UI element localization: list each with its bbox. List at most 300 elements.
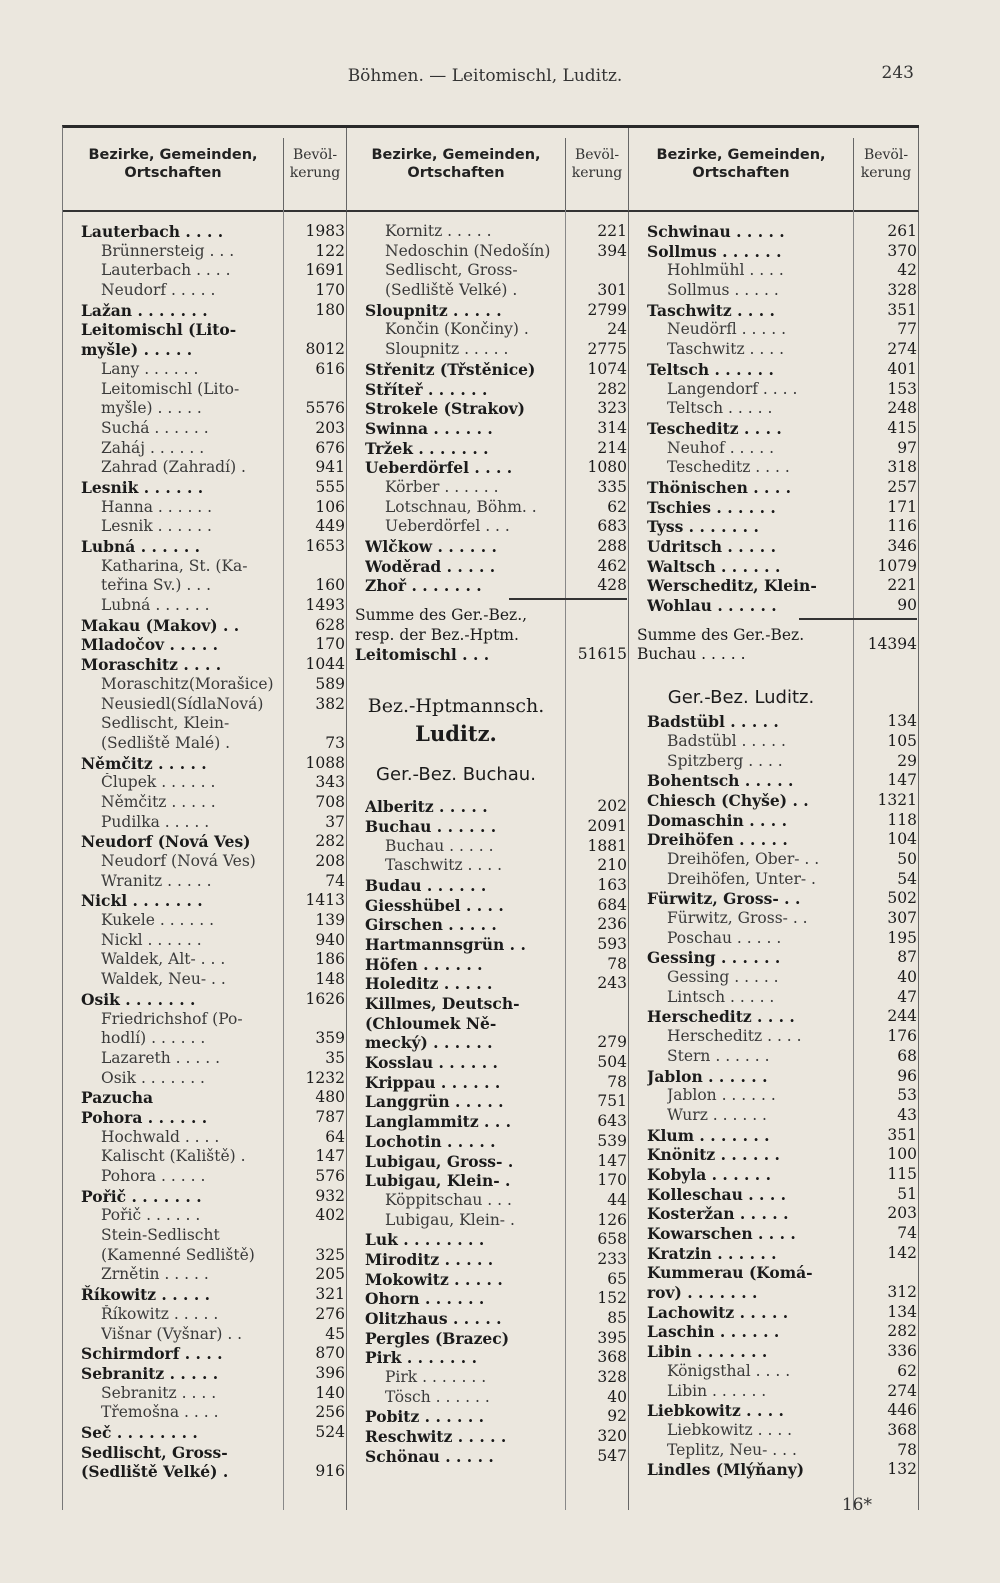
table-row — [347, 1014, 628, 1034]
population-value: 257 — [887, 477, 917, 496]
locality-name: Tösch . . . . . . — [385, 1387, 490, 1406]
table-row — [63, 1344, 346, 1364]
population-value: 78 — [607, 1072, 627, 1091]
population-value: 171 — [887, 497, 917, 516]
population-value: 202 — [597, 797, 627, 816]
municipality-name: Krippau . . . . . . — [365, 1072, 501, 1092]
municipality-name: Domaschin . . . . — [647, 810, 787, 830]
locality-name: Sloupnitz . . . . . — [385, 340, 509, 359]
population-value: 539 — [597, 1131, 627, 1150]
table-row — [629, 1145, 918, 1165]
population-value: 77 — [897, 320, 917, 339]
locality-name: Königsthal . . . . — [667, 1361, 791, 1380]
table-row — [347, 1053, 628, 1073]
municipality-name: Gessing . . . . . . — [647, 948, 781, 968]
table-row — [63, 990, 346, 1010]
table-row — [629, 929, 918, 949]
table-row — [629, 537, 918, 557]
table-row — [347, 1447, 628, 1467]
population-value: 396 — [315, 1363, 345, 1382]
municipality-name: Sedlischt, Gross- — [81, 1442, 228, 1462]
table-row — [63, 1325, 346, 1345]
table-row — [63, 714, 346, 734]
municipality-name: Holeditz . . . . . — [365, 974, 493, 994]
locality-name: teřina Sv.) . . . — [101, 576, 211, 595]
municipality-name: (Sedliště Velké) . — [81, 1462, 229, 1482]
locality-name: (Sedliště Velké) . — [385, 281, 518, 300]
table-row — [63, 1069, 346, 1089]
population-value: 870 — [315, 1344, 345, 1363]
locality-name: Neudorf (Nová Ves) — [101, 852, 256, 870]
table-row — [347, 1211, 628, 1231]
table-row — [347, 1348, 628, 1368]
locality-name: (Sedliště Malé) . — [101, 733, 231, 752]
table-row — [347, 439, 628, 459]
population-value: 402 — [315, 1206, 345, 1225]
population-value: 170 — [315, 635, 345, 654]
table-row — [347, 955, 628, 975]
locality-name: Člupek . . . . . . — [101, 773, 216, 792]
population-value: 351 — [887, 1125, 917, 1144]
table-row — [63, 517, 346, 537]
summary-line: Buchau . . . . . — [637, 645, 746, 664]
population-value: 35 — [325, 1048, 345, 1067]
table-row — [63, 222, 346, 242]
municipality-name: mecký) . . . . . . — [365, 1033, 493, 1053]
locality-name: Teltsch . . . . . — [667, 399, 773, 418]
locality-name: Neuhof . . . . . — [667, 438, 775, 457]
population-value: 68 — [897, 1046, 917, 1065]
locality-name: Lubná . . . . . . — [101, 596, 210, 615]
municipality-name: Zhoř . . . . . . . — [365, 576, 482, 596]
sum-rule — [509, 598, 627, 600]
locality-name: Fürwitz, Gross- . . — [667, 909, 808, 928]
municipality-name: Swinna . . . . . . — [365, 418, 493, 438]
municipality-name: Thönischen . . . . — [647, 477, 792, 497]
population-value: 74 — [325, 871, 345, 890]
table-row — [63, 537, 346, 557]
population-value: 140 — [315, 1383, 345, 1402]
table-row — [629, 1382, 918, 1402]
municipality-name: Pirk . . . . . . . — [365, 1348, 477, 1368]
locality-name: Pirk . . . . . . . — [385, 1368, 487, 1387]
municipality-name: Němčitz . . . . . — [81, 753, 207, 773]
table-row — [629, 1421, 918, 1441]
table-row — [629, 261, 918, 281]
population-value: 370 — [887, 241, 917, 260]
population-value: 343 — [315, 773, 345, 792]
population-value: 2799 — [587, 300, 627, 319]
municipality-name: Moraschitz . . . . — [81, 655, 222, 675]
municipality-name: Pergles (Brazec) — [365, 1328, 510, 1348]
table-row — [63, 1049, 346, 1069]
table-row — [347, 380, 628, 400]
table-row — [629, 478, 918, 498]
table-row — [629, 1322, 918, 1342]
name-column-header: Bezirke, Gemeinden, Ortschaften — [88, 147, 258, 181]
table-row — [63, 439, 346, 459]
district-summary — [347, 606, 628, 665]
table-row — [347, 340, 628, 360]
population-value: 96 — [897, 1066, 917, 1085]
district-summary — [629, 626, 918, 665]
table-row — [347, 974, 628, 994]
population-value: 87 — [897, 948, 917, 967]
table-row — [629, 340, 918, 360]
table-row — [63, 675, 346, 695]
table-row — [63, 1128, 346, 1148]
locality-name: Osik . . . . . . . — [101, 1068, 205, 1087]
table-row — [63, 970, 346, 990]
summary-total: 14394 — [867, 635, 917, 654]
column-divider — [565, 138, 566, 210]
population-value: 40 — [607, 1387, 627, 1406]
table-row — [63, 419, 346, 439]
population-value: 236 — [597, 915, 627, 934]
locality-name: Němčitz . . . . . — [101, 792, 216, 811]
population-value: 8012 — [305, 340, 345, 359]
locality-name: Buchau . . . . . — [385, 836, 494, 855]
population-value: 274 — [887, 1381, 917, 1400]
locality-name: Nedoschin (Nedošín) — [385, 241, 551, 260]
table-row — [347, 1132, 628, 1152]
population-value: 368 — [597, 1348, 627, 1367]
locality-name: Zaháj . . . . . . — [101, 438, 205, 457]
locality-name: myšle) . . . . . — [101, 399, 202, 418]
table-row — [347, 1092, 628, 1112]
population-value: 1074 — [587, 359, 627, 378]
table-row — [63, 1088, 346, 1108]
municipality-name: Badstübl . . . . . — [647, 712, 779, 732]
population-value: 221 — [887, 576, 917, 595]
municipality-name: Ueberdörfel . . . . — [365, 458, 513, 478]
column-body — [629, 222, 918, 1480]
table-row — [347, 517, 628, 537]
table-row — [347, 1427, 628, 1447]
table-row — [629, 1441, 918, 1461]
table-row — [347, 576, 628, 596]
population-value: 221 — [597, 222, 627, 240]
column-body — [63, 222, 346, 1482]
locality-name: Waldek, Neu- . . — [101, 970, 226, 989]
population-value: 51 — [897, 1184, 917, 1203]
locality-name: Libin . . . . . . — [667, 1381, 767, 1400]
locality-name: Neudörfl . . . . . — [667, 320, 786, 339]
table-row — [63, 1147, 346, 1167]
population-value: 1080 — [587, 458, 627, 477]
population-value: 90 — [897, 596, 917, 615]
municipality-name: Bohentsch . . . . . — [647, 771, 794, 791]
population-value: 449 — [315, 517, 345, 536]
municipality-name: Ohorn . . . . . . — [365, 1289, 485, 1309]
table-row — [63, 1265, 346, 1285]
locality-name: Lany . . . . . . — [101, 359, 199, 378]
locality-name: Lauterbach . . . . — [101, 261, 231, 280]
municipality-name: Buchau . . . . . . — [365, 816, 497, 836]
population-value: 328 — [597, 1368, 627, 1387]
table-row — [63, 1226, 346, 1246]
table-row — [629, 1303, 918, 1323]
table-row — [347, 797, 628, 817]
locality-name: Friedrichshof (Po- — [101, 1009, 243, 1028]
table-row — [63, 1108, 346, 1128]
municipality-name: Strokele (Strakov) — [365, 399, 525, 419]
table-row — [63, 1246, 346, 1266]
population-column-header: Bevöl- kerung — [860, 147, 912, 181]
table-row — [63, 1029, 346, 1049]
locality-name: Waldek, Alt- . . . — [101, 950, 226, 969]
table-column-group — [629, 128, 919, 1510]
municipality-name: Tescheditz . . . . — [647, 418, 782, 438]
population-value: 243 — [597, 974, 627, 993]
running-title: Böhmen. — Leitomischl, Luditz. — [347, 66, 623, 86]
table-row — [347, 242, 628, 262]
sum-rule — [799, 618, 917, 620]
municipality-name: Libin . . . . . . . — [647, 1342, 768, 1362]
population-column-header: Bevöl- kerung — [289, 147, 341, 181]
table-row — [629, 1263, 918, 1283]
population-value: 147 — [315, 1147, 345, 1166]
municipality-name: rov) . . . . . . . — [647, 1283, 758, 1303]
locality-name: Pohora . . . . . — [101, 1167, 206, 1185]
population-value: 256 — [315, 1403, 345, 1422]
population-value: 78 — [607, 954, 627, 973]
table-row — [347, 478, 628, 498]
locality-name: Neusiedl(SídlaNová) — [101, 694, 264, 713]
municipality-name: Kosteržan . . . . . — [647, 1204, 789, 1224]
population-value: 351 — [887, 300, 917, 319]
locality-name: Spitzberg . . . . — [667, 751, 783, 770]
locality-name: Lazareth . . . . . — [101, 1048, 221, 1067]
population-value: 1881 — [587, 836, 627, 855]
population-value: 346 — [887, 537, 917, 555]
locality-name: Lesnik . . . . . . — [101, 517, 212, 536]
population-value: 279 — [597, 1033, 627, 1052]
summary-line: resp. der Bez.-Hptm. — [355, 625, 519, 644]
table-row — [63, 852, 346, 872]
table-row — [629, 498, 918, 518]
population-value: 116 — [887, 517, 917, 536]
table-row — [347, 915, 628, 935]
locality-name: (Kamenné Sedliště) — [101, 1245, 255, 1264]
table-row — [629, 557, 918, 577]
municipality-name: Alberitz . . . . . — [365, 797, 488, 817]
population-value: 335 — [597, 477, 627, 496]
population-value: 44 — [607, 1190, 627, 1209]
locality-name: Sedlischt, Klein- — [101, 714, 230, 733]
population-value: 64 — [325, 1127, 345, 1146]
population-value: 320 — [597, 1427, 627, 1446]
municipality-name: Pohora . . . . . . — [81, 1107, 208, 1127]
column-header — [629, 128, 919, 212]
municipality-name: Killmes, Deutsch- — [365, 994, 520, 1014]
municipality-name: Střenitz (Třstěnice) — [365, 359, 536, 379]
population-value: 203 — [315, 418, 345, 437]
population-value: 65 — [607, 1269, 627, 1288]
population-value: 42 — [897, 261, 917, 280]
table-row — [63, 773, 346, 793]
population-value: 321 — [315, 1285, 345, 1304]
table-row — [629, 1362, 918, 1382]
court-district-heading: Ger.-Bez. Luditz. — [667, 687, 815, 709]
population-value: 85 — [607, 1309, 627, 1328]
locality-name: Jablon . . . . . . — [667, 1086, 776, 1105]
population-value: 43 — [897, 1105, 917, 1124]
court-district-heading: Ger.-Bez. Buchau. — [376, 764, 536, 786]
summary-total: 51615 — [577, 645, 627, 664]
locality-name: Wranitz . . . . . — [101, 871, 212, 890]
population-value: 147 — [887, 771, 917, 790]
population-value: 248 — [887, 399, 917, 418]
municipality-name: Tschies . . . . . . — [647, 497, 776, 517]
table-row — [63, 1206, 346, 1226]
table-row — [63, 1364, 346, 1384]
population-value: 74 — [897, 1224, 917, 1243]
population-value: 328 — [887, 281, 917, 300]
municipality-name: Makau (Makov) . . — [81, 615, 240, 635]
table-row — [629, 1106, 918, 1126]
table-row — [629, 752, 918, 772]
municipality-name: Schirmdorf . . . . — [81, 1344, 223, 1364]
locality-name: Kukele . . . . . . — [101, 911, 215, 930]
municipality-name: Teltsch . . . . . . — [647, 359, 774, 379]
table-row — [629, 889, 918, 909]
column-divider — [853, 138, 854, 210]
table-row — [629, 399, 918, 419]
population-value: 139 — [315, 911, 345, 930]
population-value: 643 — [597, 1112, 627, 1131]
table-row — [347, 1407, 628, 1427]
population-value: 104 — [887, 830, 917, 849]
table-row — [347, 222, 628, 242]
table-row — [347, 360, 628, 380]
municipality-name: Schwinau . . . . . — [647, 222, 785, 241]
table-row — [629, 909, 918, 929]
municipality-name: Pořič . . . . . . . — [81, 1186, 202, 1206]
locality-name: Říkowitz . . . . . — [101, 1304, 219, 1323]
population-value: 787 — [315, 1107, 345, 1126]
population-value: 134 — [887, 1302, 917, 1321]
municipality-name: Tržek . . . . . . . — [365, 438, 489, 458]
population-value: 676 — [315, 438, 345, 457]
population-value: 73 — [325, 733, 345, 752]
population-value: 47 — [897, 987, 917, 1006]
table-row — [629, 732, 918, 752]
population-value: 359 — [315, 1029, 345, 1048]
population-value: 62 — [607, 497, 627, 516]
population-value: 1044 — [305, 655, 345, 674]
population-value: 54 — [897, 869, 917, 888]
municipality-name: Fürwitz, Gross- . . — [647, 889, 801, 909]
table-row — [629, 1165, 918, 1185]
table-row — [63, 1423, 346, 1443]
municipality-name: Kolleschau . . . . — [647, 1184, 787, 1204]
municipality-name: Wlčkow . . . . . . — [365, 537, 497, 556]
municipality-name: Luk . . . . . . . . — [365, 1230, 485, 1250]
population-value: 394 — [597, 241, 627, 260]
table-row — [629, 1204, 918, 1224]
population-value: 122 — [315, 241, 345, 260]
table-row — [63, 1443, 346, 1463]
population-value: 92 — [607, 1407, 627, 1426]
table-row — [347, 557, 628, 577]
table-row — [629, 458, 918, 478]
locality-name: Lotschnau, Böhm. . — [385, 497, 537, 516]
population-value: 616 — [315, 359, 345, 378]
table-row — [629, 968, 918, 988]
table-row — [63, 695, 346, 715]
population-value: 504 — [597, 1053, 627, 1072]
population-value: 288 — [597, 537, 627, 555]
table-row — [629, 1342, 918, 1362]
table-row — [629, 517, 918, 537]
table-row — [347, 261, 628, 281]
population-value: 708 — [315, 792, 345, 811]
table-row — [63, 950, 346, 970]
population-value: 142 — [887, 1243, 917, 1262]
population-value: 401 — [887, 359, 917, 378]
population-value: 5576 — [305, 399, 345, 418]
table-row — [629, 222, 918, 242]
table-row — [629, 380, 918, 400]
population-value: 684 — [597, 895, 627, 914]
locality-name: Sollmus . . . . . — [667, 281, 779, 300]
table-row — [629, 1027, 918, 1047]
column-header — [347, 128, 629, 212]
municipality-name: Kowarschen . . . . — [647, 1224, 796, 1244]
municipality-name: Mokowitz . . . . . — [365, 1269, 503, 1289]
table-row — [63, 754, 346, 774]
population-value: 1079 — [877, 556, 917, 575]
population-value: 1983 — [305, 222, 345, 240]
municipality-name: Lachowitz . . . . . — [647, 1302, 789, 1322]
population-value: 195 — [887, 928, 917, 947]
population-value: 274 — [887, 340, 917, 359]
population-value: 78 — [897, 1440, 917, 1459]
municipality-name: Lindles (Mlýňany) — [647, 1460, 805, 1480]
municipality-name: Wohlau . . . . . . — [647, 596, 777, 616]
table-row — [347, 1250, 628, 1270]
municipality-name: Jablon . . . . . . — [647, 1066, 768, 1086]
population-value: 282 — [597, 379, 627, 398]
population-value: 415 — [887, 418, 917, 437]
table-row — [347, 1033, 628, 1053]
municipality-name: Neudorf (Nová Ves) — [81, 832, 251, 852]
population-value: 148 — [315, 970, 345, 989]
population-value: 307 — [887, 909, 917, 928]
table-row — [629, 1224, 918, 1244]
population-value: 1088 — [305, 753, 345, 772]
table-row — [629, 281, 918, 301]
table-row — [63, 340, 346, 360]
locality-name: Langendorf . . . . — [667, 379, 798, 398]
population-value: 105 — [887, 731, 917, 750]
locality-name: Poschau . . . . . — [667, 928, 782, 947]
table-row — [629, 1007, 918, 1027]
population-value: 547 — [597, 1446, 627, 1465]
column-header — [63, 128, 347, 212]
municipality-name: Chiesch (Chyše) . . — [647, 790, 809, 810]
table-row — [629, 850, 918, 870]
locality-name: Nickl . . . . . . — [101, 930, 202, 949]
table-row — [629, 360, 918, 380]
table-row — [347, 537, 628, 557]
population-value: 118 — [887, 810, 917, 829]
locality-name: Brünnersteig . . . — [101, 241, 235, 260]
municipality-name: Liebkowitz . . . . — [647, 1401, 784, 1421]
summary-line: Summe des Ger.-Bez., — [355, 606, 528, 625]
population-value: 428 — [597, 576, 627, 595]
